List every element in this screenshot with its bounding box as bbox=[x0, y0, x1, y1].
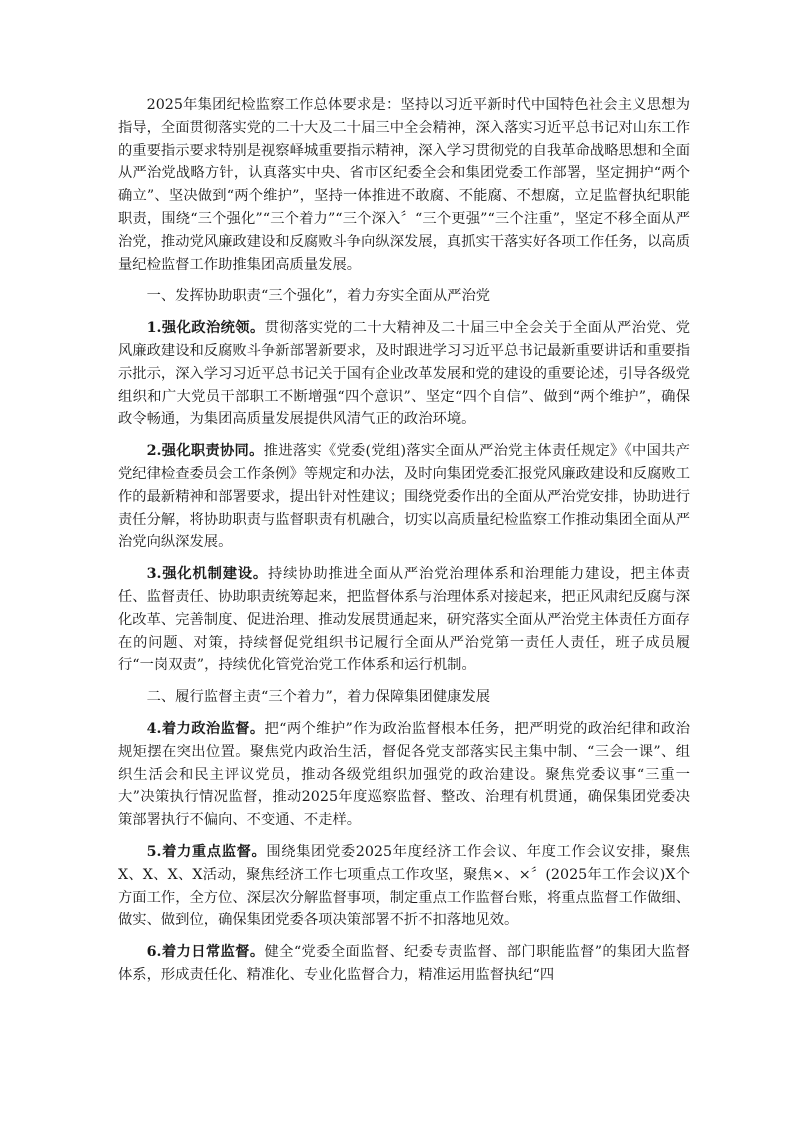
item-text: 围绕集团党委2025年度经济工作会议、年度工作会议安排，聚焦X、X、X、X活动，聚焦经济工作七项重点工作攻坚，聚焦×、×〞(2025年工作会议)X个方面工作，全方位、深层次分解监督事项，制定重点工作监督台账，将重点监督工作做细、做实、做到位，确保集团党委各项决策部署不折不扣落地见效。 bbox=[118, 843, 690, 929]
list-item bbox=[118, 941, 690, 987]
item-title: 6.着力日常监督。 bbox=[146, 944, 265, 961]
item-title: 2.强化职责协同。 bbox=[146, 443, 264, 460]
list-item bbox=[118, 841, 690, 932]
section-heading-2: 二、履行监督主责“三个着力”，着力保障集团健康发展 bbox=[146, 689, 491, 706]
list-item bbox=[118, 563, 690, 677]
list-item bbox=[118, 440, 690, 554]
document-page bbox=[118, 94, 690, 987]
intro-paragraph: 2025年集团纪检监察工作总体要求是：坚持以习近平新时代中国特色社会主义思想为指导，全面贯彻落实党的二十大及二十届三中全会精神，深入落实习近平总书记对山东工作的重要指示要求特别是视察峄城重要指示精神，深入学习贯彻党的自我革命战略思想和全面从严治党战略方针，认真落实中央、省市区纪委全会和集团党委工作部署，坚定拥护“两个确立”、坚决做到“两个维护”，坚持一体推进不敢腐、不能腐、不想腐，立足监督执纪职能职责，围绕“三个强化”“三个着力”“三个深入〞“三个更强”“三个注重”，坚定不移全面从严治党，推动党风廉政建设和反腐败斗争向纵深发展，真抓实干落实好各项工作任务，以高质量纪检监督工作助推集团高质量发展。 bbox=[118, 97, 690, 273]
item-text: 把“两个维护”作为政治监督根本任务，把严明党的政治纪律和政治规矩摆在突出位置。聚焦党内政治生活，督促各党支部落实民主集中制、“三会一课”、组织生活会和民主评议党员，推动各级党组织加强党的政治建设。聚焦党委议事“三重一大”决策执行情况监督，推动2025年度巡察监督、整改、治理有机贯通，确保集团党委决策部署执行不偏向、不变通、不走样。 bbox=[118, 720, 690, 829]
item-text: 贯彻落实党的二十大精神及二十届三中全会关于全面从严治党、党风廉政建设和反腐败斗争新部署新要求，及时跟进学习习近平总书记最新重要讲话和重要指示批示，深入学习习近平总书记关于国有企业改革发展和党的建设的重要论述，引导各级党组织和广大党员干部职工不断增强“四个意识”、坚定“四个自信”、做到“两个维护”，确保政令畅通，为集团高质量发展提供风清气正的政治环境。 bbox=[118, 320, 690, 428]
item-title: 1.强化政治统领。 bbox=[146, 320, 265, 337]
list-item bbox=[118, 317, 690, 431]
section-heading-1: 一、发挥协助职责“三个强化”，着力夯实全面从严治党 bbox=[146, 288, 491, 305]
item-text: 推进落实《党委(党组)落实全面从严治党主体责任规定》《中国共产党纪律检查委员会工作条例》等规定和办法，及时向集团党委汇报党风廉政建设和反腐败工作的最新精神和部署要求，提出针对性建议；围绕党委作出的全面从严治党安排，协助进行责任分解，将协助职责与监督职责有机融合，切实以高质量纪检监察工作推动集团全面从严治党向纵深发展。 bbox=[118, 443, 690, 551]
item-title: 4.着力政治监督。 bbox=[146, 720, 265, 737]
item-text: 健全“党委全面监督、纪委专责监督、部门职能监督”的集团大监督体系，形成责任化、精准化、专业化监督合力，精准运用监督执纪“四 bbox=[118, 944, 690, 983]
item-title: 3.强化机制建设。 bbox=[146, 566, 269, 583]
item-title: 5.着力重点监督。 bbox=[146, 843, 267, 860]
item-text: 持续协助推进全面从严治党治理体系和治理能力建设，把主体责任、监督责任、协助职责统筹起来，把监督体系与治理体系对接起来，把正风肃纪反腐与深化改革、完善制度、促进治理、推动发展贯通起来，研究落实全面从严治党主体责任方面存在的问题、对策，持续督促党组织书记履行全面从严治党第一责任人责任，班子成员履行“一岗双责”，持续优化管党治党工作体系和运行机制。 bbox=[118, 566, 690, 674]
list-item bbox=[118, 718, 690, 832]
